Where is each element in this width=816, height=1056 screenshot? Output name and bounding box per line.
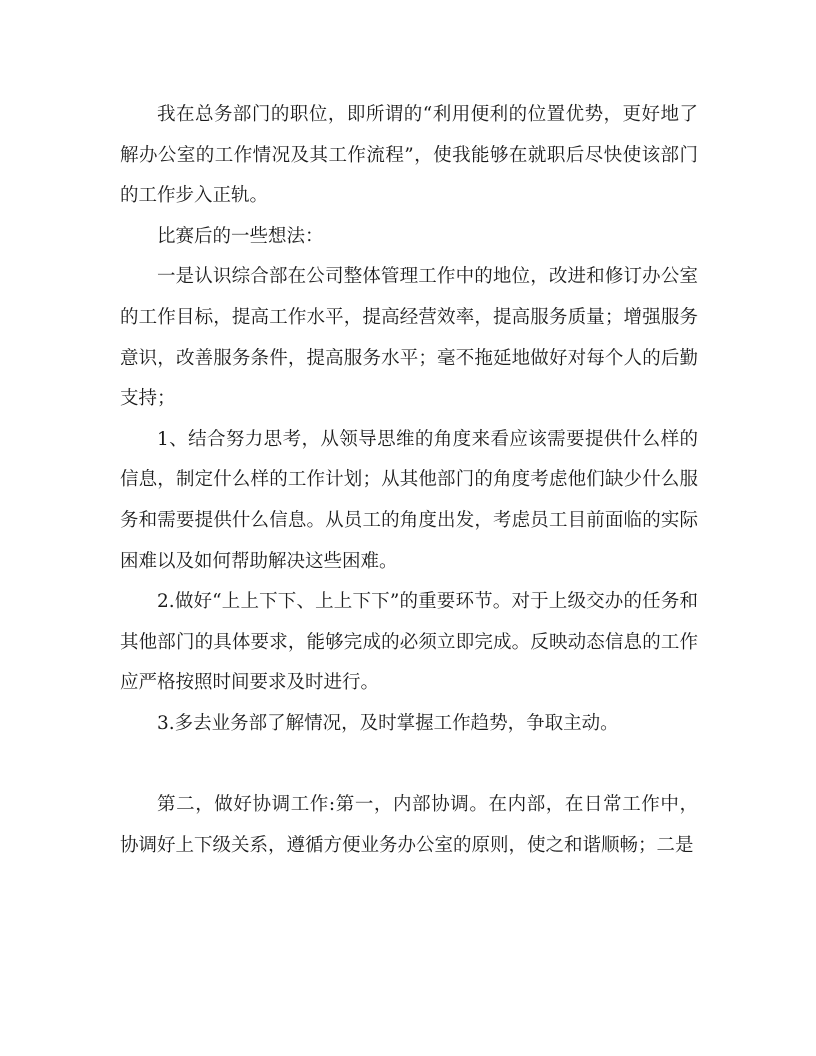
- paragraph-second-coordination: 第二，做好协调工作:第一，内部协调。在内部，在日常工作中，协调好上下级关系，遵循方便业务办公室的原则，使之和谐顺畅；二是: [120, 794, 698, 856]
- document-body: [120, 95, 698, 866]
- paragraph-item-1: 1、结合努力思考，从领导思维的角度来看应该需要提供什么样的信息，制定什么样的工作计划；从其他部门的角度考虑他们缺少什么服务和需要提供什么信息。从员工的角度出发，考虑员工目前面临的实际困难以及如何帮助解决这些困难。: [120, 428, 698, 572]
- paragraph-item-2: 2.做好“上上下下、上上下下”的重要环节。对于上级交办的任务和其他部门的具体要求，能够完成的必须立即完成。反映动态信息的工作应严格按照时间要求及时进行。: [120, 591, 698, 694]
- paragraph-item-3: 3.多去业务部了解情况，及时掌握工作趋势，争取主动。: [157, 712, 619, 734]
- paragraph-point-one: 一是认识综合部在公司整体管理工作中的地位，改进和修订办公室的工作目标，提高工作水平，提高经营效率，提高服务质量；增强服务意识，改善服务条件，提高服务水平；毫不拖延地做好对每个人的后勤支持；: [120, 266, 698, 410]
- paragraph-position: 我在总务部门的职位，即所谓的“利用便利的位置优势，更好地了解办公室的工作情况及其工作流程”，使我能够在就职后尽快使该部门的工作步入正轨。: [120, 104, 698, 207]
- blank-line: [120, 745, 698, 786]
- paragraph-thoughts-heading: 比赛后的一些想法：: [157, 225, 324, 247]
